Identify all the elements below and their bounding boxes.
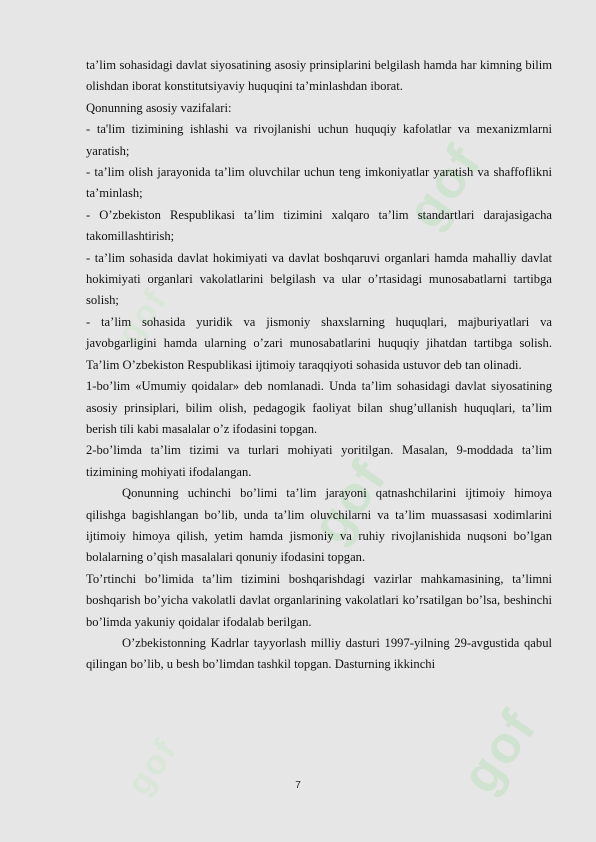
paragraph: ta’lim sohasidagi davlat siyosatining asosiy prinsiplarini belgilash hamda har kimning bilim olishdan iborat konstitutsiyaviy huquqini ta’minlashdan iborat.: [86, 58, 552, 94]
list-item: - ta’lim sohasida davlat hokimiyati va davlat boshqaruvi organlari hamda mahalliy davlat hokimiyati organlari vakolatlarini belgilash va ular o’rtasidagi munosabatlarni tartibga solish;: [86, 250, 552, 308]
watermark: gof: [395, 134, 494, 239]
page-body: [86, 55, 552, 676]
paragraph: O’zbekistonning Kadrlar tayyorlash milliy dasturi 1997-yilning 29-avgustida qabul qilingan bo’lib, u besh bo’limdan tashkil topgan. Dasturning ikkinchi: [86, 635, 552, 672]
list-item: - O’zbekiston Respublikasi ta’lim tizimini xalqaro ta’lim standartlari darajasigacha takomillashtirish;: [86, 207, 552, 244]
paragraph: 1-bo’lim «Umumiy qoidalar» deb nomlanadi. Unda ta’lim sohasidagi davlat siyosatining asosiy prinsiplari, bilim olish, pedagogik faoliyat bilan shug’ullanish huquqlari, ta’lim berish tili kabi masalalar o’z ifodasini topgan.: [86, 379, 552, 436]
watermark: gof: [300, 449, 399, 554]
paragraph: 2-bo’limda ta’lim tizimi va turlari mohiyati yoritilgan. Masalan, 9-moddada ta’lim tizimining mohiyati ifodalangan.: [86, 443, 552, 479]
paragraph: Qonunning uchinchi bo’limi ta’lim jarayoni qatnashchilarini ijtimoiy himoya qilishga bagishlangan bo’lib, unda ta’lim oluvchilarni va ta’lim muassasasi xodimlarini ijtimoiy himoya qilish, yetim hamda jismoniy va ruhiy rivojlanishida nuqsoni bo’lgan bolalarning o’qish masalalari qonuniy ifodasini topgan.: [86, 486, 552, 565]
watermark: gof: [120, 731, 185, 802]
list-item: - ta’lim sohasida yuridik va jismoniy shaxslarning huquqlari, majburiyatlari va javobgarligini hamda ularning o’zari munosabatlarini huquqiy jihatdan tartibga solish. Ta’lim O’zbekiston Respublikasi ijtimoiy taraqqiyoti sohasida ustuvor deb tan olinadi.: [86, 314, 552, 372]
list-item: - ta’lim olish jarayonida ta’lim oluvchilar uchun teng imkoniyatlar yaratish va shaffoflikni ta’minlash;: [86, 165, 552, 201]
paragraph: Qonunning asosiy vazifalari:: [86, 100, 232, 115]
watermark: gof: [110, 281, 175, 352]
paragraph: To’rtinchi bo’limida ta’lim tizimini boshqarishdagi vazirlar mahkamasining, ta’limni boshqarish bo’yicha vakolatli davlat organlarining vakolatlari ko’rsatilgan bo’lsa, beshinchi bo’limda yakuniy qoidalar ifodalab berilgan.: [86, 571, 552, 629]
list-item: - ta'lim tizimining ishlashi va rivojlanishi uchun huquqiy kafolatlar va mexanizmlarni yaratish;: [86, 122, 552, 158]
page-number: 7: [295, 780, 301, 791]
watermark: gof: [450, 699, 549, 804]
